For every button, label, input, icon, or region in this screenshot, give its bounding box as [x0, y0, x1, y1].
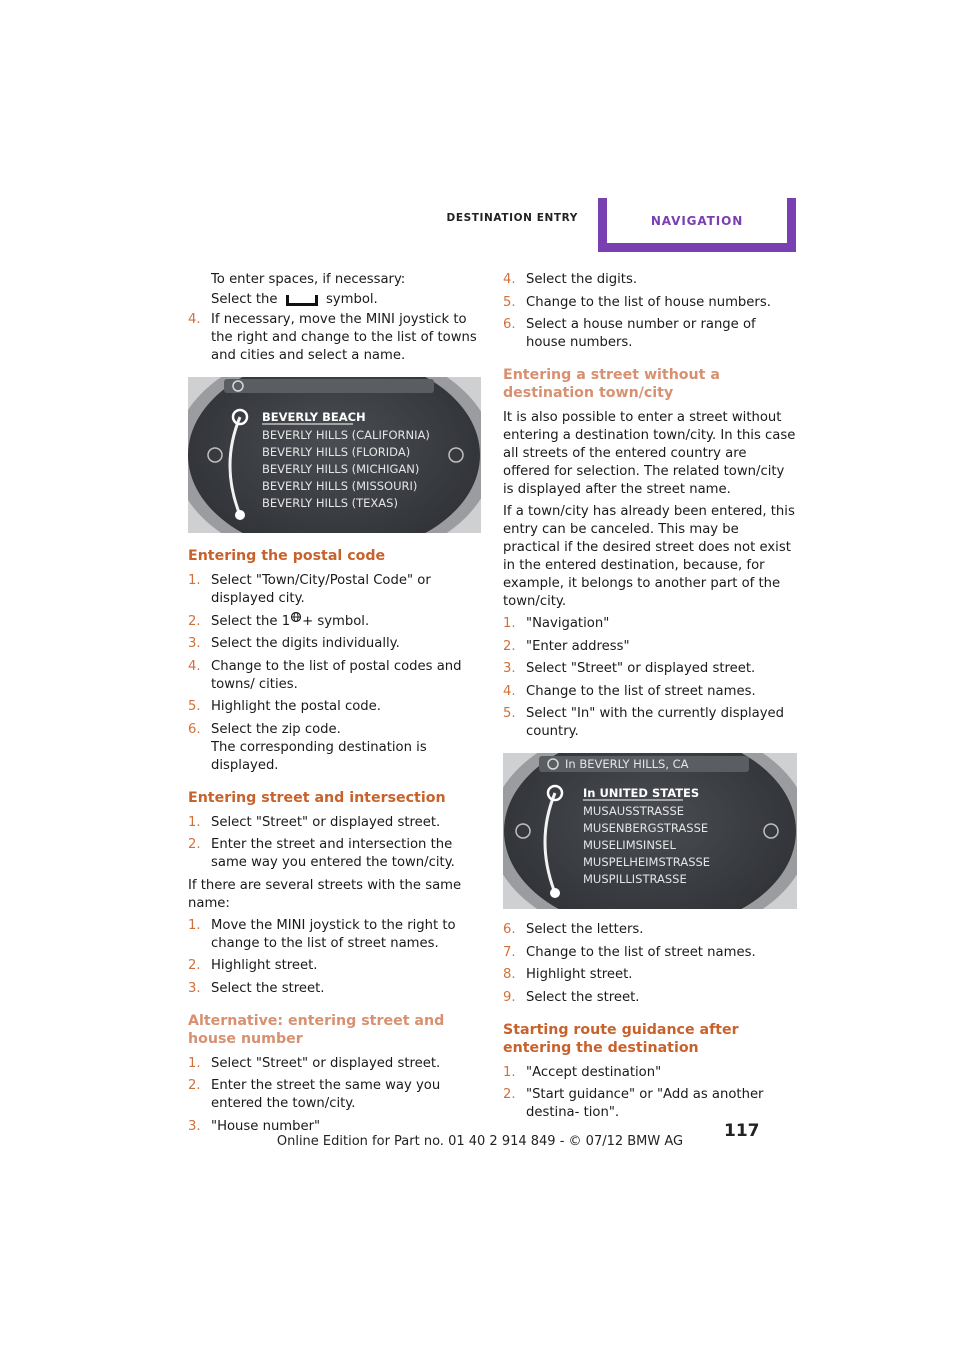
step-list [188, 1055, 481, 1136]
list-item: 5. Highlight the postal code. [188, 699, 381, 714]
svg-text:BEVERLY HILLS (FLORIDA): BEVERLY HILLS (FLORIDA) [262, 445, 411, 459]
svg-text:MUSENBERGSTRASSE: MUSENBERGSTRASSE [583, 821, 709, 835]
list-item: 1. "Navigation" [503, 616, 610, 631]
list-item: 6. Select the zip code. [188, 721, 341, 737]
mini-display-screenshot-towns [188, 377, 481, 533]
section-heading: Alternative: entering street and house number [188, 1012, 445, 1047]
section-heading: Entering the postal code [188, 548, 386, 564]
list-item: 1. Select "Street" or displayed street. [188, 814, 441, 830]
intro-line-2: Select the symbol. [211, 292, 378, 307]
chapter-tab-label: NAVIGATION [650, 213, 744, 228]
list-item: 9. Select the street. [503, 989, 640, 1005]
list-item: 2. Enter the street the same way you entered the town/city. [188, 1078, 441, 1111]
step-list [188, 572, 481, 739]
list-item: 6. Select a house number or range of house numbers. [503, 317, 756, 350]
note-text: If there are several streets with the same name: [188, 877, 462, 911]
svg-text:MUSPILLISTRASSE: MUSPILLISTRASSE [583, 872, 687, 886]
step-list [188, 917, 481, 998]
chapter-tab [598, 198, 796, 252]
page-number: 117 [724, 1121, 760, 1141]
left-column [188, 271, 481, 1140]
list-item: 2. "Start guidance" or "Add as another destina- tion". [503, 1087, 764, 1120]
svg-text:BEVERLY HILLS (CALIFORNIA): BEVERLY HILLS (CALIFORNIA) [262, 428, 430, 442]
list-item: 4. If necessary, move the MINI joystick to the right and change to the list of towns and cities and select a name. [188, 312, 477, 363]
list-item: 2. Enter the street and intersection the same way you entered the town/city. [188, 837, 455, 870]
list-item: 1. "Accept destination" [503, 1064, 662, 1080]
section-heading: Starting route guidance after entering the destination [503, 1021, 739, 1056]
footer-text: Online Edition for Part no. 01 40 2 914 849 - © 07/12 BMW AG [276, 1134, 684, 1149]
list-item: 5. Change to the list of house numbers. [503, 294, 771, 310]
svg-text:BEVERLY HILLS (MICHIGAN): BEVERLY HILLS (MICHIGAN) [262, 462, 420, 476]
step-list [503, 921, 797, 1007]
step-list [188, 814, 481, 873]
list-item: 3. Select the street. [188, 980, 325, 996]
list-item: 4. Select the digits. [503, 272, 638, 287]
svg-text:BEVERLY HILLS (TEXAS): BEVERLY HILLS (TEXAS) [262, 496, 398, 510]
list-item: 8. Highlight street. [503, 967, 633, 982]
mini-display-screenshot-streets [503, 753, 796, 909]
svg-text:In UNITED STATES: In UNITED STATES [583, 786, 700, 800]
svg-text:MUSELIMSINSEL: MUSELIMSINSEL [583, 838, 676, 852]
intro-line-1: To enter spaces, if necessary: [211, 272, 406, 287]
list-item: 7. Change to the list of street names. [503, 944, 756, 960]
right-column [503, 271, 797, 1127]
space-bar-icon [284, 293, 320, 306]
svg-text:MUSPELHEIMSTRASSE: MUSPELHEIMSTRASSE [583, 855, 711, 869]
step-continuation: The corresponding destination is displayed. [211, 739, 427, 773]
list-item: 3. "House number" [188, 1118, 321, 1134]
list-item: 5. Select "In" with the currently displayed country. [503, 706, 784, 739]
svg-text:In BEVERLY HILLS, CA: In BEVERLY HILLS, CA [565, 757, 689, 771]
list-item: 3. Select "Street" or displayed street. [503, 661, 756, 676]
list-item: 4. Change to the list of street names. [503, 683, 756, 699]
list-item: 2. Highlight street. [188, 958, 318, 973]
list-item: 1. Select "Street" or displayed street. [188, 1055, 441, 1071]
list-item: 3. Select the digits individually. [188, 636, 400, 651]
list-item: 6. Select the letters. [503, 922, 644, 937]
svg-text:MUSAUSSTRASSE: MUSAUSSTRASSE [583, 804, 685, 818]
svg-text:BEVERLY HILLS (MISSOURI): BEVERLY HILLS (MISSOURI) [262, 479, 418, 493]
step-list [503, 271, 797, 352]
step-list [188, 311, 481, 365]
section-heading: Entering a street without a destination town/city [503, 367, 720, 401]
list-item: 1. Select "Town/City/Postal Code" or displayed city. [188, 573, 431, 606]
section-title: DESTINATION ENTRY [446, 212, 578, 224]
paragraph: If a town/city has already been entered, this entry can be canceled. This may be practical if the desired street does not exist in the entered destination, because, for example, it belongs to another part of the town/city. [503, 504, 795, 609]
paragraph: It is also possible to enter a street without entering a destination town/city. In this case all streets of the entered country are offered for selection. The related town/city is displayed after the street name. [503, 410, 796, 497]
section-heading: Entering street and intersection [188, 789, 446, 806]
globe-icon [290, 611, 302, 623]
list-item: 1. Move the MINI joystick to the right to change to the list of street names. [188, 917, 456, 951]
list-item: 2. "Enter address" [503, 638, 630, 654]
list-item: 2. Select the 1 + symbol. [188, 613, 481, 631]
step-list [503, 1064, 797, 1123]
svg-text:BEVERLY BEACH: BEVERLY BEACH [262, 410, 366, 424]
list-item: 4. Change to the list of postal codes and towns/ cities. [188, 658, 462, 692]
step-list [503, 615, 797, 741]
